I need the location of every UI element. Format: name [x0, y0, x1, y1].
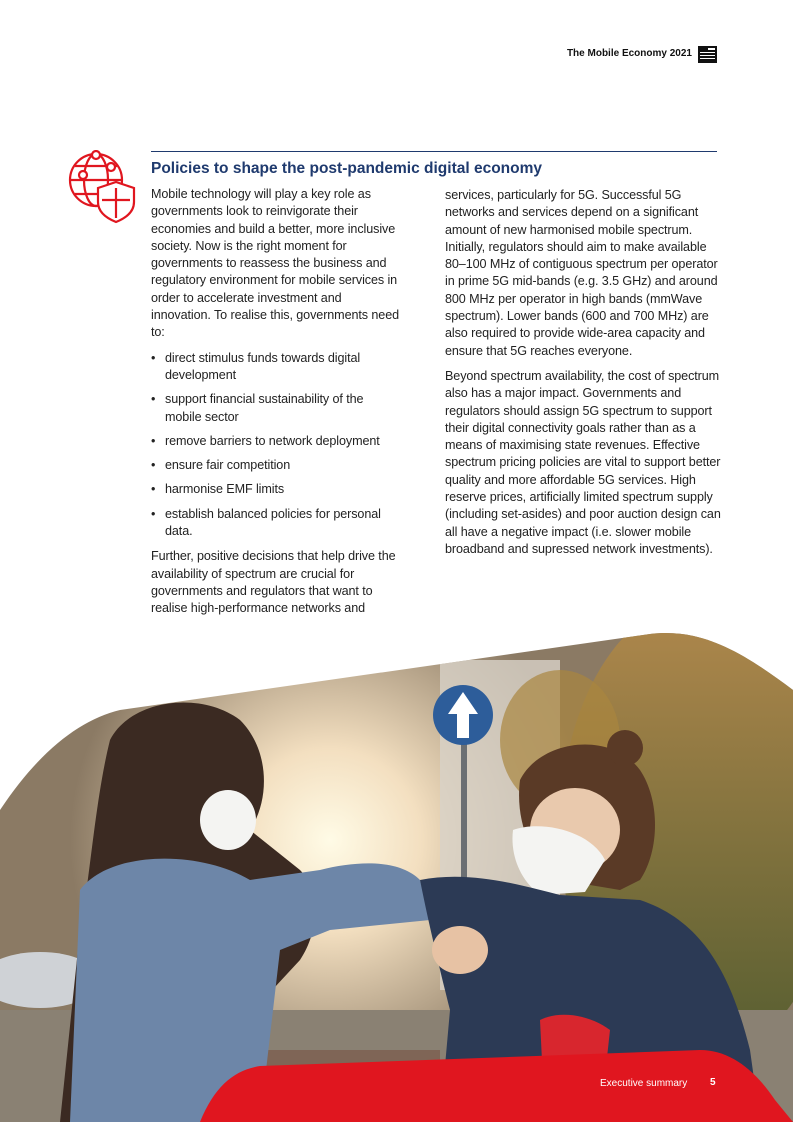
list-item: • direct stimulus funds towards digital development	[151, 350, 399, 385]
running-header: The Mobile Economy 2021	[566, 48, 692, 59]
page-number: 5	[710, 1077, 716, 1088]
list-item: • ensure fair competition	[151, 457, 399, 474]
globe-shield-icon	[66, 150, 142, 226]
building-logo-icon	[698, 46, 717, 63]
right-column	[445, 187, 721, 566]
list-item: • establish balanced policies for personal data.	[151, 506, 399, 541]
list-item: • harmonise EMF limits	[151, 481, 399, 498]
section-title: Policies to shape the post-pandemic digital economy	[151, 160, 543, 177]
policy-list	[151, 350, 399, 541]
left-column	[151, 186, 399, 626]
cost-paragraph: Beyond spectrum availability, the cost of spectrum also has a major impact. Governments and regulators should assign 5G spectrum to support their digital connectivity goals rather than as a means of maximising state revenues. Effective spectrum pricing policies are vital to support better quality and more affordable 5G services. High reserve prices, artificially limited spectrum supply (including set-asides) and poor auction design can all have a negative impact (i.e. slower mobile broadband and supressed network investments).	[445, 368, 721, 556]
footer-section-label: Executive summary	[600, 1078, 688, 1089]
list-item: • remove barriers to network deployment	[151, 433, 399, 450]
spectrum-paragraph: services, particularly for 5G. Successful 5G networks and services depend on a significant amount of new harmonised mobile spectrum. Initially, regulators should aim to make available 80–100 MHz of contiguous spectrum per operator in prime 5G mid-bands (e.g. 3.5 GHz) and around 800 MHz per operator in high bands (mmWave spectrum). Lower bands (600 and 700 MHz) are also required to provide wide-area capacity and ensure that 5G reaches everyone.	[445, 188, 718, 358]
photo-two-women-masks-elbow-greeting	[0, 630, 793, 1122]
intro-paragraph: Mobile technology will play a key role as governments look to reinvigorate their economies and build a better, more inclusive society. Now is the right moment for governments to reassess the business and regulatory environment for mobile services in order to accelerate investment and innovation. To realise this, governments need to:	[151, 187, 399, 340]
list-item: • support financial sustainability of the mobile sector	[151, 391, 399, 426]
section-divider	[151, 151, 717, 152]
outro-paragraph: Further, positive decisions that help drive the availability of spectrum are crucial for governments and regulators that want to realise high-performance networks and	[151, 549, 396, 616]
